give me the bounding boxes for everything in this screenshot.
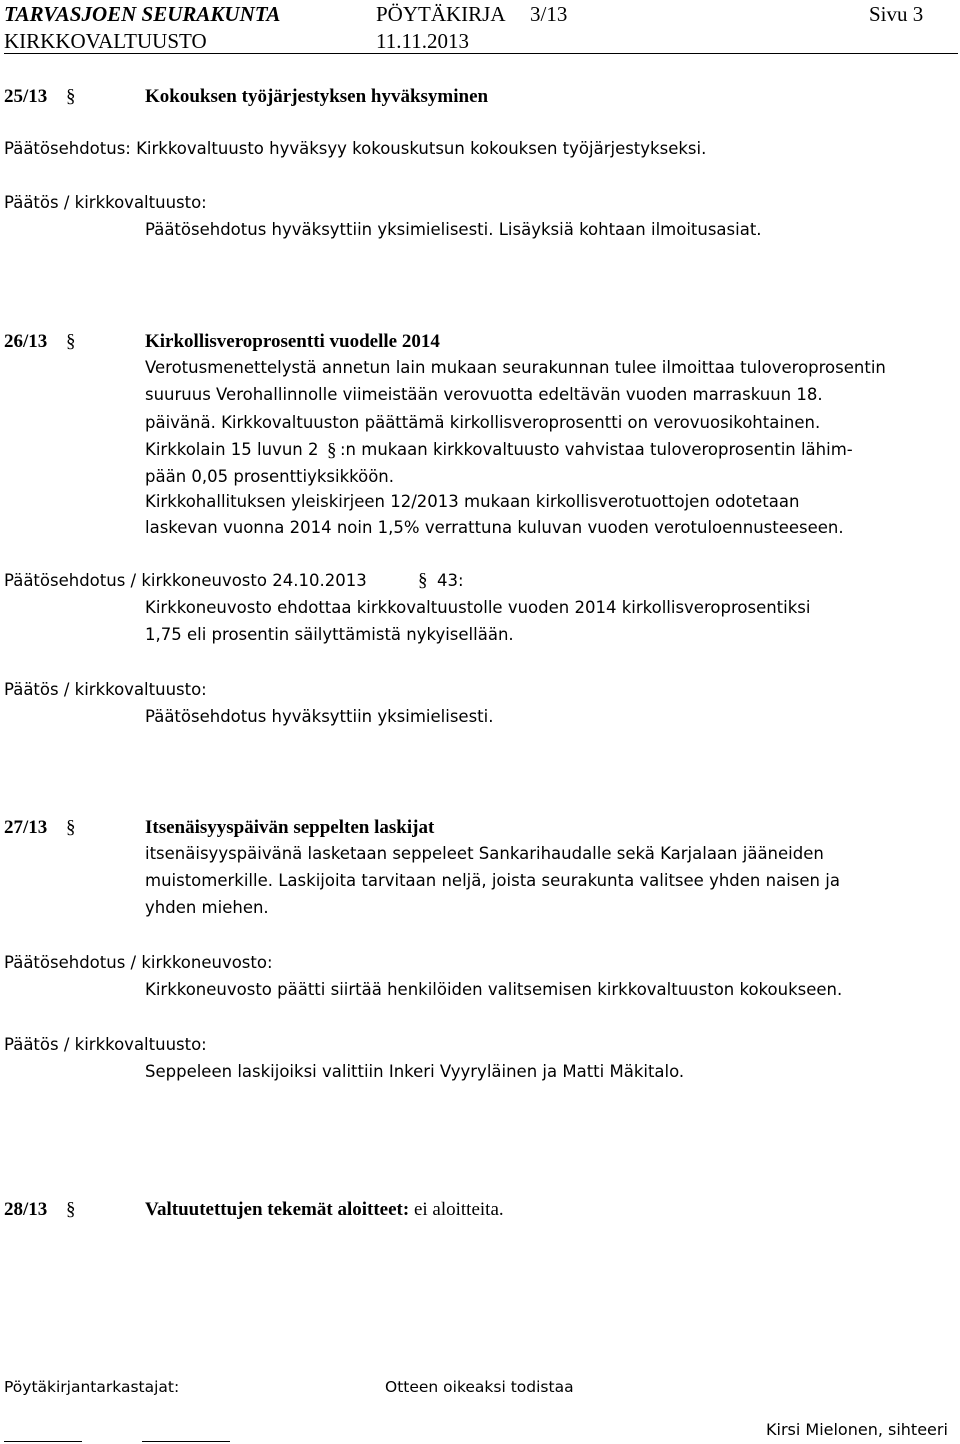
proposal-text: Päätösehdotus: Kirkkovaltuusto hyväksyy kokouskutsun kokouksen työjärjestykseksi.	[4, 139, 707, 158]
body-line: Kirkkolain 15 luvun 2	[145, 440, 319, 459]
section-number: 26/13	[4, 331, 48, 352]
decision-text: Seppeleen laskijoiksi valittiin Inkeri Vyyryläinen ja Matti Mäkitalo.	[145, 1062, 685, 1081]
body-line: Kirkkohallituksen yleiskirjeen 12/2013 mukaan kirkollisverotuottojen odotetaan	[145, 492, 800, 511]
signature-line	[142, 1441, 230, 1442]
meeting-body: KIRKKOVALTUUSTO	[4, 29, 207, 53]
decision-label: Päätös / kirkkovaltuusto:	[4, 193, 207, 212]
paragraph-mark: §	[418, 570, 428, 591]
section-title: Valtuutettujen tekemät aloitteet:	[145, 1199, 410, 1220]
paragraph-mark: §	[66, 86, 76, 107]
proposal-label: Päätösehdotus / kirkkoneuvosto:	[4, 953, 273, 972]
section-title: Kokouksen työjärjestyksen hyväksyminen	[145, 86, 489, 107]
paragraph-mark: §	[327, 440, 337, 461]
decision-text: Päätösehdotus hyväksyttiin yksimielisesti. Lisäyksiä kohtaan ilmoitusasiat.	[145, 220, 762, 239]
section-title: Itsenäisyyspäivän seppelten laskijat	[145, 817, 435, 838]
paragraph-mark: §	[66, 817, 76, 838]
decision-label: Päätös / kirkkovaltuusto:	[4, 680, 207, 699]
section-title: Kirkollisveroprosentti vuodelle 2014	[145, 331, 440, 352]
proposal-text: Kirkkoneuvosto päätti siirtää henkilöiden valitsemisen kirkkovaltuuston kokoukseen.	[145, 980, 843, 999]
org-name: TARVASJOEN SEURAKUNTA	[4, 2, 281, 26]
signature-line	[4, 1441, 82, 1442]
paragraph-mark: §	[66, 331, 76, 352]
paragraph-mark: §	[66, 1199, 76, 1220]
page-number: Sivu 3	[869, 2, 924, 26]
body-line: suuruus Verohallinnolle viimeistään verovuotta edeltävän vuoden marraskuun 18.	[145, 385, 823, 404]
decision-text: Päätösehdotus hyväksyttiin yksimielisesti.	[145, 707, 494, 726]
section-title-rest: ei aloitteita.	[413, 1199, 504, 1220]
body-line: pään 0,05 prosenttiyksikköön.	[145, 467, 395, 486]
body-line: :n mukaan kirkkovaltuusto vahvistaa tuloveroprosentin lähim-	[340, 440, 853, 459]
body-line: päivänä. Kirkkovaltuuston päättämä kirkollisveroprosentti on verovuosikohtainen.	[145, 413, 821, 432]
proposal-line: Kirkkoneuvosto ehdottaa kirkkovaltuustolle vuoden 2014 kirkollisveroprosentiksi	[145, 598, 811, 617]
doc-type: PÖYTÄKIRJA	[376, 2, 506, 26]
secretary-signature: Kirsi Mielonen, sihteeri	[766, 1420, 948, 1439]
section-number: 25/13	[4, 86, 48, 107]
meeting-date: 11.11.2013	[376, 29, 469, 53]
true-copy-label: Otteen oikeaksi todistaa	[385, 1378, 574, 1396]
checkers-label: Pöytäkirjantarkastajat:	[4, 1378, 180, 1396]
section-number: 28/13	[4, 1199, 48, 1220]
section-number: 27/13	[4, 817, 48, 838]
body-line: yhden miehen.	[145, 898, 269, 917]
proposal-line: 1,75 eli prosentin säilyttämistä nykyisellään.	[145, 625, 514, 644]
doc-number: 3/13	[530, 2, 568, 26]
body-line: laskevan vuonna 2014 noin 1,5% verrattuna kuluvan vuoden verotuloennusteeseen.	[145, 518, 844, 537]
section-title-line	[145, 1200, 504, 1219]
header-rule	[4, 53, 958, 54]
proposal-ref: 43:	[437, 571, 464, 590]
body-line: Verotusmenettelystä annetun lain mukaan seurakunnan tulee ilmoittaa tuloveroprosentin	[145, 358, 886, 377]
body-line: itsenäisyyspäivänä lasketaan seppeleet Sankarihaudalle sekä Karjalaan jääneiden	[145, 844, 824, 863]
proposal-label: Päätösehdotus / kirkkoneuvosto 24.10.2013	[4, 571, 367, 590]
body-line: muistomerkille. Laskijoita tarvitaan neljä, joista seurakunta valitsee yhden naisen ja	[145, 871, 840, 890]
decision-label: Päätös / kirkkovaltuusto:	[4, 1035, 207, 1054]
